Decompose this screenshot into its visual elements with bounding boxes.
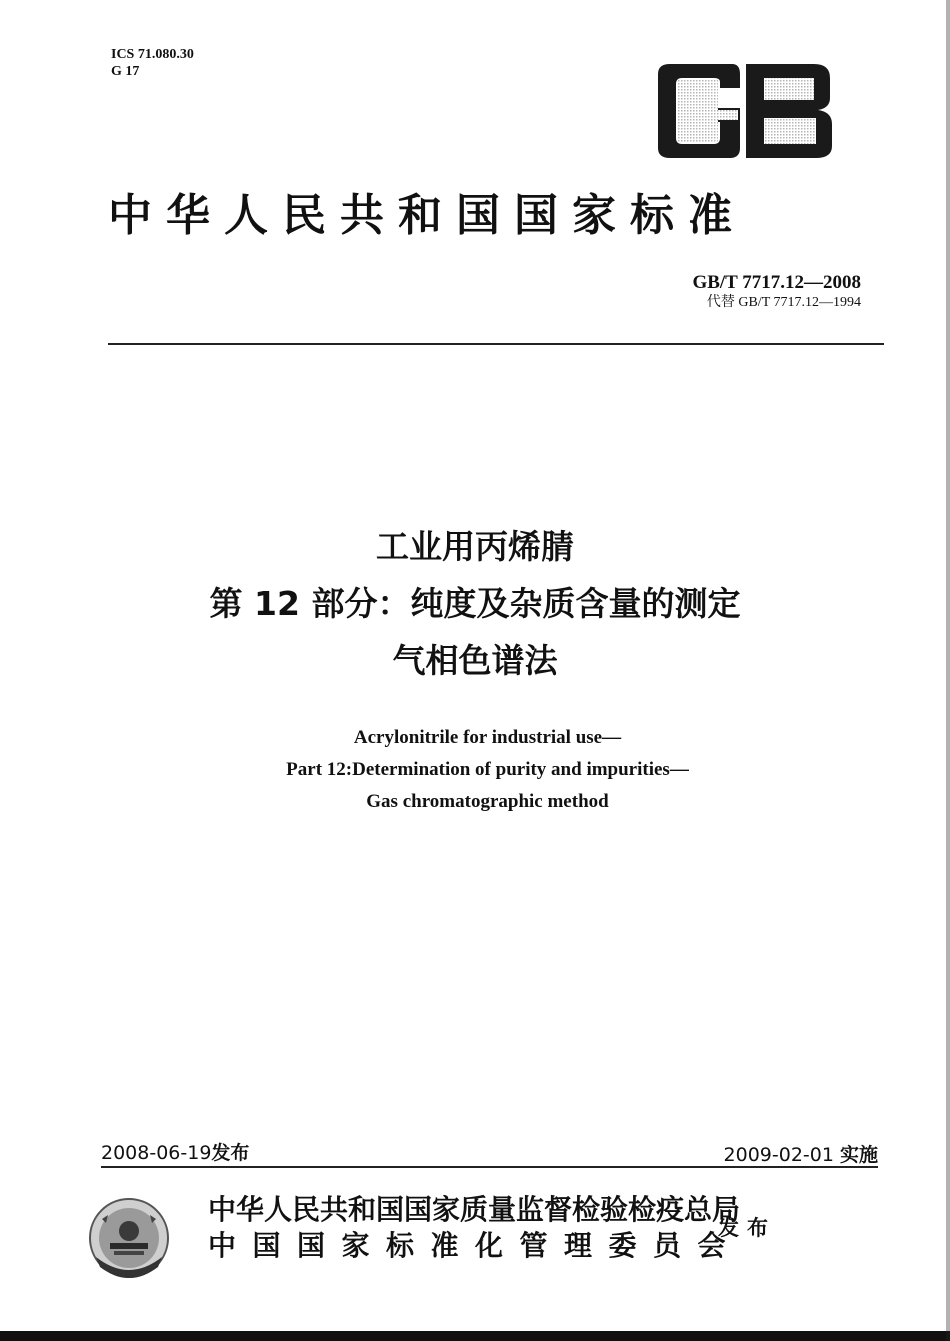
ccs-code: G 17 — [111, 64, 140, 79]
english-title-line3: Gas chromatographic method — [366, 791, 609, 812]
issue-date-block — [101, 1138, 249, 1165]
gb-logo — [648, 62, 836, 160]
classification-codes — [111, 46, 194, 80]
standard-number: GB/T 7717.12—2008 — [692, 272, 861, 293]
implement-date-block — [724, 1140, 878, 1167]
chinese-title — [0, 522, 950, 686]
footer-divider — [101, 1166, 878, 1168]
publishers — [208, 1192, 742, 1264]
issue-label: 发布 — [211, 1142, 250, 1164]
issue-date: 2008-06-19 — [101, 1142, 212, 1164]
english-title-line2: Part 12:Determination of purity and impurities— — [286, 759, 689, 780]
ics-code: ICS 71.080.30 — [111, 47, 194, 62]
english-title-line1: Acrylonitrile for industrial use— — [353, 727, 622, 748]
chinese-title-line2: 第 12 部分：纯度及杂质含量的测定 — [209, 584, 741, 623]
scan-right-edge — [946, 0, 950, 1341]
chinese-title-line3: 气相色谱法 — [392, 641, 558, 680]
implement-date: 2009-02-01 — [723, 1144, 834, 1166]
implement-label: 实施 — [839, 1144, 878, 1166]
standard-code-block — [692, 272, 861, 311]
english-title — [0, 722, 950, 818]
header-divider — [108, 343, 884, 345]
publisher-aqsiq: 中华人民共和国国家质量监督检验检疫总局 — [208, 1193, 741, 1226]
national-standard-title: 中华人民共和国国家标准 — [108, 190, 746, 241]
scan-bottom-edge — [0, 1331, 950, 1341]
publish-label: 发布 — [718, 1215, 776, 1240]
publisher-sac: 中国国家标准化管理委员会 — [208, 1229, 743, 1262]
emblem-seal-icon — [88, 1197, 170, 1279]
replaces-standard: 代替 GB/T 7717.12—1994 — [706, 295, 861, 310]
chinese-title-line1: 工业用丙烯腈 — [376, 527, 574, 566]
